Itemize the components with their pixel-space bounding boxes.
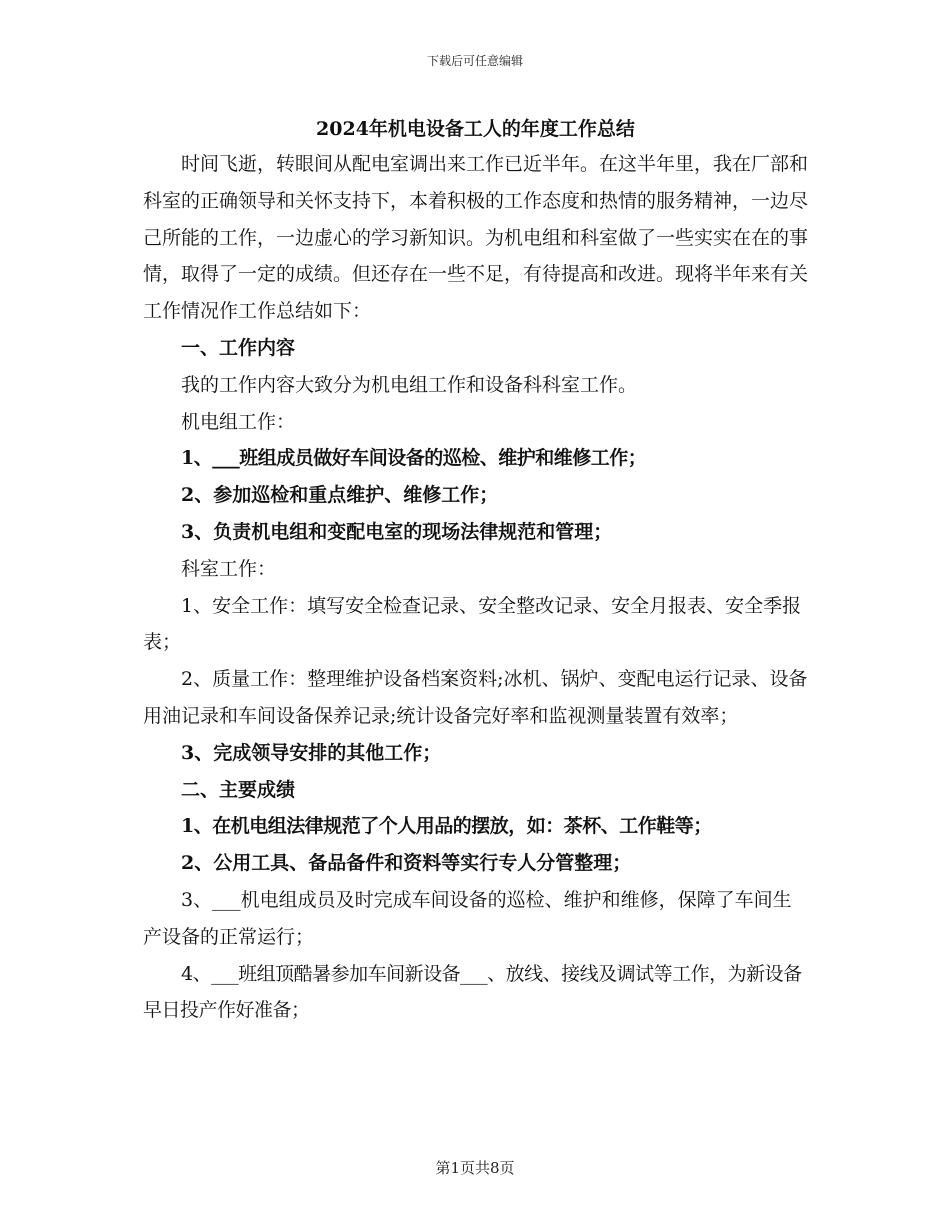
page-header: 下载后可任意编辑 bbox=[426, 54, 523, 68]
list-item: 1、___班组成员做好车间设备的巡检、维护和维修工作； bbox=[181, 447, 647, 470]
section-heading-work-content: 一、工作内容 bbox=[181, 336, 296, 359]
subheading-office-work: 科室工作： bbox=[181, 557, 277, 580]
list-item: 3、___机电组成员及时完成车间设备的巡检、维护和维修，保障了车间生产设备的正常运行； bbox=[143, 888, 792, 948]
list-item: 2、参加巡检和重点维护、维修工作； bbox=[181, 484, 499, 507]
document-title: 2024年机电设备工人的年度工作总结 bbox=[316, 118, 635, 140]
list-item: 2、公用工具、备品备件和资料等实行专人分管整理； bbox=[181, 852, 632, 875]
page-footer: 第1页共8页 bbox=[435, 1159, 515, 1177]
list-item: 2、质量工作：整理维护设备档案资料;冰机、锅炉、变配电运行记录、设备用油记录和车间设备保养记录;统计设备完好率和监视测量装置有效率； bbox=[143, 668, 808, 727]
list-item: 3、完成领导安排的其他工作； bbox=[181, 741, 442, 764]
section-heading-achievements: 二、主要成绩 bbox=[181, 778, 296, 801]
paragraph: 我的工作内容大致分为机电组工作和设备科科室工作。 bbox=[181, 373, 638, 396]
document-body bbox=[143, 114, 808, 1029]
list-item: 1、安全工作：填写安全检查记录、安全整改记录、安全月报表、安全季报表； bbox=[143, 594, 802, 654]
paragraph-intro: 时间飞逝，转眼间从配电室调出来工作已近半年。在这半年里，我在厂部和科室的正确领导和关怀支持下，本着积极的工作态度和热情的服务精神，一边尽己所能的工作，一边虚心的学习新知识。为机电组和科室做了一些实实在在的事情，取得了一定的成绩。但还存在一些不足，有待提高和改进。现将半年来有关工作情况作工作总结如下： bbox=[143, 153, 809, 323]
list-item: 4、___班组顶酷暑参加车间新设备___、放线、接线及调试等工作，为新设备早日投产作好准备； bbox=[143, 962, 802, 1022]
list-item: 3、负责机电组和变配电室的现场法律规范和管理； bbox=[181, 520, 613, 543]
list-item: 1、在机电组法律规范了个人用品的摆放，如：茶杯、工作鞋等； bbox=[181, 815, 712, 838]
subheading-mechanical-group: 机电组工作： bbox=[181, 410, 296, 433]
